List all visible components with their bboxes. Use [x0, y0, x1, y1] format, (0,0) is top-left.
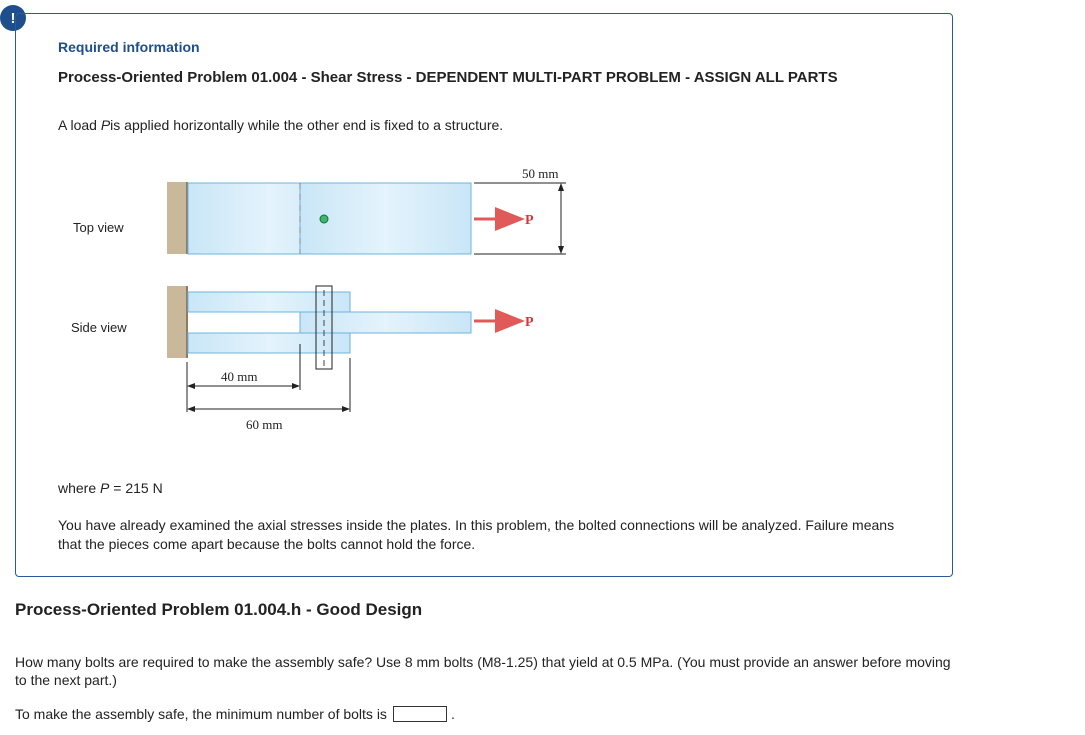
bolt-top-view	[320, 215, 328, 223]
answer-suffix: .	[450, 706, 455, 722]
dim-50mm: 50 mm	[522, 166, 559, 181]
side-plate-middle	[300, 312, 471, 333]
load-label-side: P	[525, 315, 534, 330]
top-wall	[167, 182, 187, 254]
problem-figure	[60, 160, 580, 440]
required-info-heading: Required information	[58, 39, 200, 55]
side-wall	[167, 286, 187, 358]
problem-title: Process-Oriented Problem 01.004 - Shear Stress - DEPENDENT MULTI-PART PROBLEM - ASSIGN ALL PARTS	[58, 69, 838, 86]
side-plate-lower	[188, 333, 350, 353]
dim-60mm: 60 mm	[246, 417, 283, 432]
intro-text: A load Pis applied horizontally while the other end is fixed to a structure.	[58, 117, 504, 133]
load-label-top: P	[525, 213, 534, 228]
top-view-label: Top view	[73, 220, 124, 235]
part-title: Process-Oriented Problem 01.004.h - Good Design	[15, 600, 423, 619]
side-view-label: Side view	[71, 320, 127, 335]
question-text: How many bolts are required to make the assembly safe? Use 8 mm bolts (M8-1.25) that yield at 0.5 MPa. (You must provide an answer before moving to the next part.)	[15, 654, 951, 688]
answer-row	[15, 706, 455, 722]
bolt-count-input[interactable]	[393, 706, 447, 722]
given-load: where P = 215 N	[58, 480, 163, 496]
info-badge: !	[0, 5, 26, 31]
side-plate-upper	[188, 292, 350, 312]
dim-40mm: 40 mm	[221, 369, 258, 384]
answer-prompt: To make the assembly safe, the minimum number of bolts is	[15, 706, 387, 722]
context-paragraph: You have already examined the axial stresses inside the plates. In this problem, the bolted connections will be analyzed. Failure means that the pieces come apart because the bolts cannot hold the force.	[58, 517, 895, 552]
